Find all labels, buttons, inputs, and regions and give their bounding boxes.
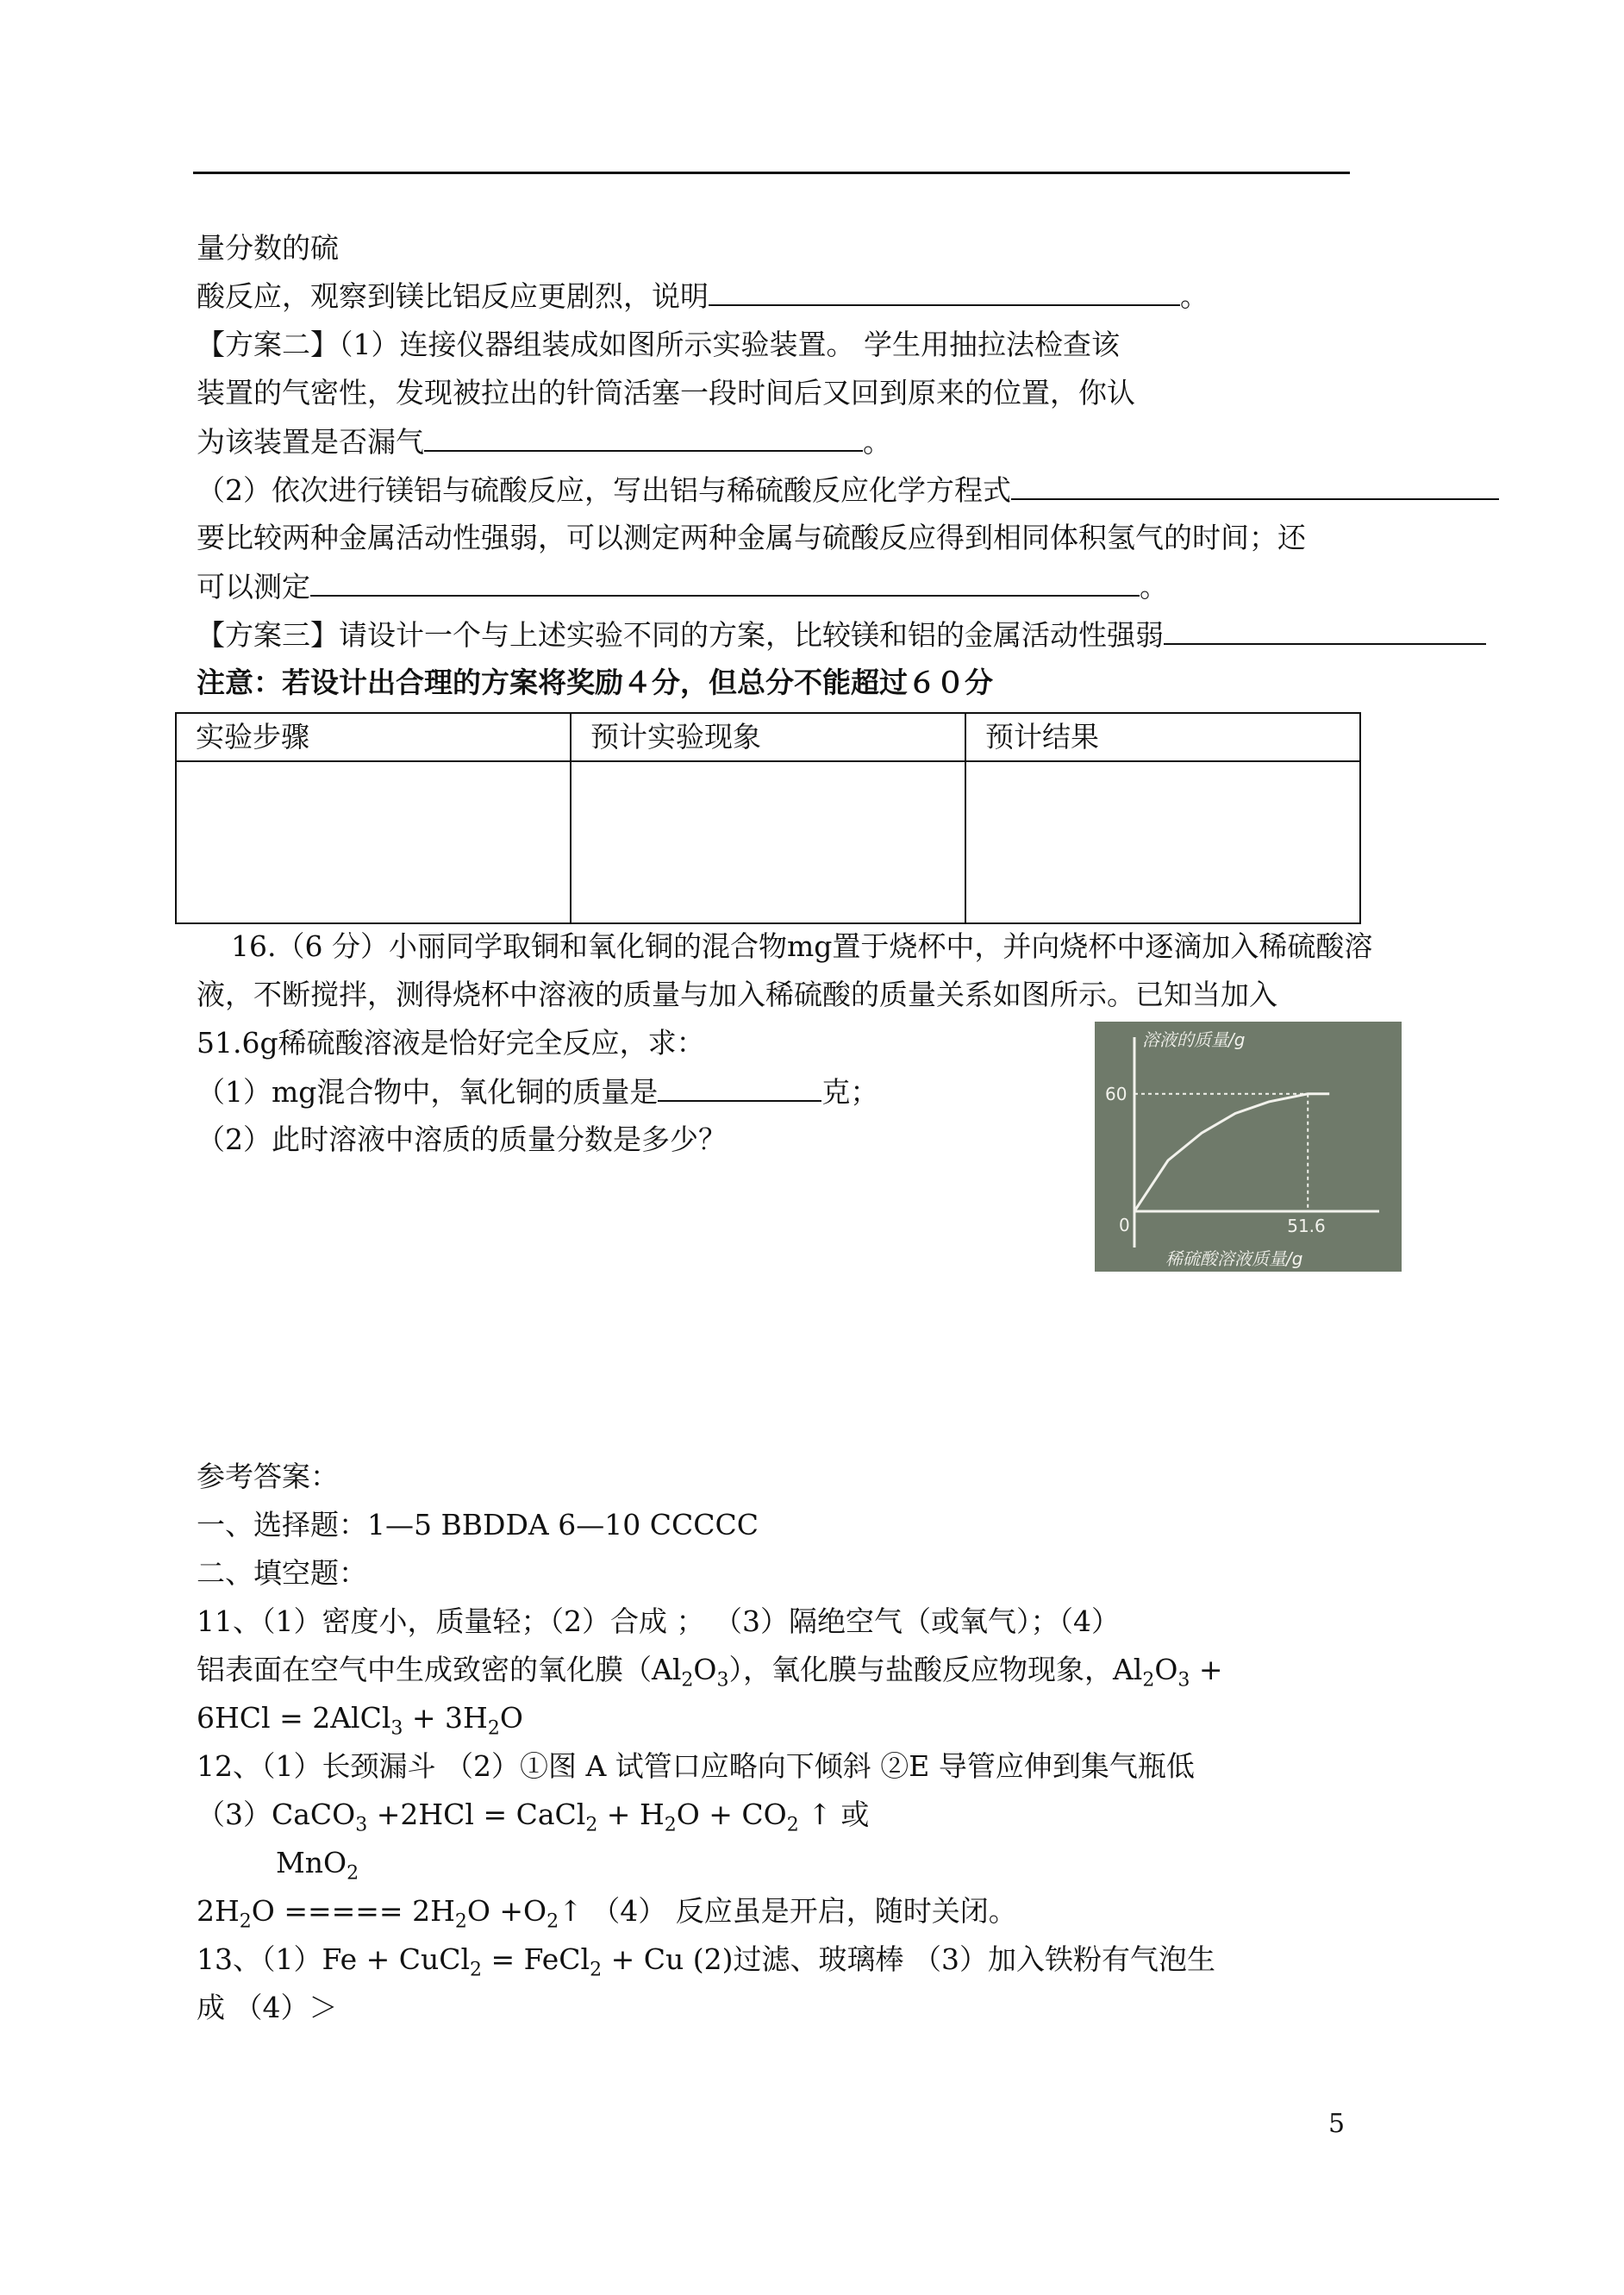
x-tick-label: 51.6 [1287, 1216, 1326, 1236]
text-line: 二、填空题： [197, 1556, 367, 1590]
text-line: 12、（1）长颈漏斗 （2）①图 A 试管口应略向下倾斜 ②E 导管应伸到集气瓶低 [197, 1749, 1195, 1783]
table-header: 预计结果 [965, 713, 1360, 761]
experiment-table [175, 712, 1361, 924]
text-line: （3）CaCO$_3$ +2HCl = CaCl$_2$ + $H_2O + CO_2$ ↑ 或 [197, 1798, 870, 1836]
text-line: 酸反应，观察到镁比铝反应更剧烈，说明 。 [197, 279, 1209, 313]
text-line: 【方案二】（1）连接仪器组装成如图所示实验装置。 学生用抽拉法检查该 [197, 328, 1120, 361]
page-number: 5 [1328, 2109, 1346, 2139]
text-line: （1）mg混合物中，氧化铜的质量是 克； [197, 1075, 879, 1109]
series-line [1134, 1094, 1329, 1211]
mass-chart [1095, 1022, 1402, 1272]
y-tick-label: 60 [1105, 1083, 1127, 1104]
text-line: 参考答案： [197, 1460, 339, 1493]
text-line: 可以测定 。 [197, 570, 1168, 603]
catalyst-label: MnO$_2$ [276, 1846, 359, 1885]
text-line: 11、（1）密度小，质量轻；（2）合成 ； （3）隔绝空气（或氧气）；（4） [197, 1604, 1120, 1638]
y-axis-label: 溶液的质量/g [1142, 1029, 1246, 1050]
text-line: 一、选择题：1—5 BBDDA 6—10 CCCCC [197, 1508, 759, 1541]
table-cell[interactable] [176, 761, 571, 923]
text-line: 51.6g稀硫酸溶液是恰好完全反应，求： [197, 1026, 705, 1060]
answer-blank[interactable] [310, 569, 1140, 597]
text-line: 6HCl = 2AlCl$_3$ + $3H_2O$ [197, 1701, 523, 1740]
text-line: （2）依次进行镁铝与硫酸反应，写出铝与稀硫酸反应化学方程式 [197, 472, 1499, 508]
text-line: 为该装置是否漏气 。 [197, 425, 891, 459]
answer-blank[interactable] [709, 278, 1180, 306]
text-line: 成 （4）＞ [197, 1991, 338, 2024]
text-line: 量分数的硫 [197, 231, 339, 265]
table-header: 实验步骤 [176, 713, 571, 761]
text-line: 13、（1）Fe + CuCl$_2$ = FeCl$_2$ + Cu (2)过滤、玻璃棒 （3）加入铁粉有气泡生 [197, 1942, 1215, 1981]
text-line: $2H_2O$ ===== $2H_2O$ $+O_2↑$ （4） 反应虽是开启，随时关闭。 [197, 1894, 1017, 1933]
header-rule [193, 172, 1350, 174]
chart-svg [1095, 1022, 1402, 1272]
answer-blank[interactable] [658, 1074, 821, 1102]
answer-blank[interactable] [1011, 472, 1499, 500]
answer-blank[interactable] [424, 424, 863, 452]
table-header: 预计实验现象 [571, 713, 965, 761]
text-line: （2）此时溶液中溶质的质量分数是多少？ [197, 1122, 727, 1156]
table-cell[interactable] [571, 761, 965, 923]
answer-blank[interactable] [1164, 617, 1486, 645]
x-axis-label: 稀硫酸溶液质量/g [1165, 1248, 1303, 1269]
origin-label: 0 [1119, 1215, 1130, 1235]
text-line: 装置的气密性，发现被拉出的针筒活塞一段时间后又回到原来的位置，你认 [197, 376, 1135, 410]
table-cell[interactable] [965, 761, 1360, 923]
text-line: 要比较两种金属活动性强弱，可以测定两种金属与硫酸反应得到相同体积氢气的时间；还 [197, 521, 1306, 554]
note-line: 注意：若设计出合理的方案将奖励４分，但总分不能超过６０分 [197, 666, 993, 699]
text-line: 【方案三】请设计一个与上述实验不同的方案，比较镁和铝的金属活动性强弱 [197, 617, 1486, 653]
text-line: 液，不断搅拌，测得烧杯中溶液的质量与加入稀硫酸的质量关系如图所示。已知当加入 [197, 978, 1277, 1011]
text-line: 16.（6 分）小丽同学取铜和氧化铜的混合物mg置于烧杯中，并向烧杯中逐滴加入稀硫酸溶 [231, 929, 1373, 963]
text-line: 铝表面在空气中生成致密的氧化膜$(Al_2O_3)$，氧化膜与盐酸反应物现象，$Al_2O_3$ + [197, 1653, 1223, 1692]
